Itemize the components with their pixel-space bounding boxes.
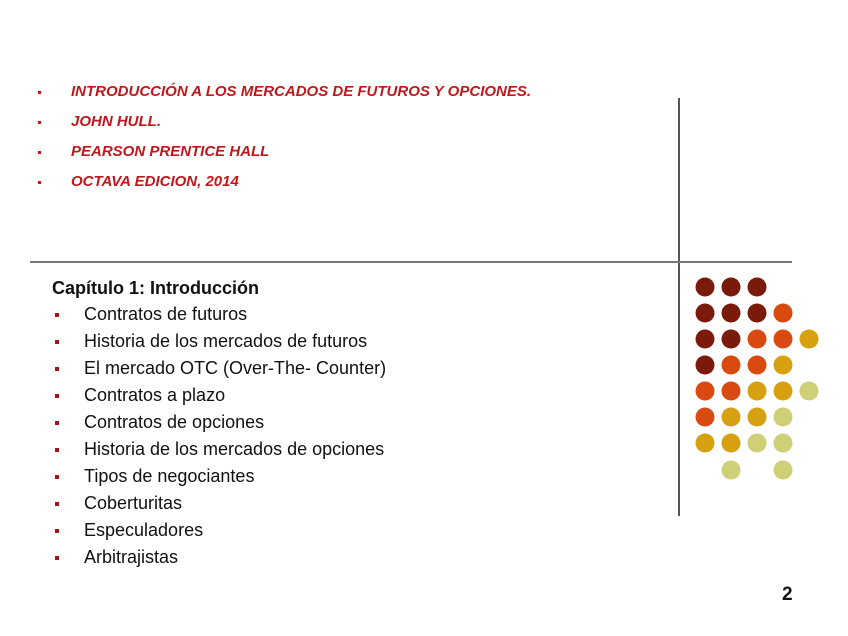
decorative-dot — [696, 408, 715, 427]
horizontal-divider — [30, 261, 792, 263]
decorative-dot — [722, 304, 741, 323]
bullet-icon — [55, 340, 59, 344]
reference-text: OCTAVA EDICION, 2014 — [71, 173, 239, 190]
decorative-dot — [748, 408, 767, 427]
bullet-icon — [38, 151, 41, 154]
decorative-dot — [774, 382, 793, 401]
bullet-icon — [55, 502, 59, 506]
topic-item — [52, 491, 386, 518]
topic-text: Contratos de opciones — [84, 412, 265, 432]
bullet-icon — [55, 529, 59, 533]
topic-text: Tipos de negociantes — [84, 466, 255, 486]
chapter-title: Capítulo 1: Introducción — [52, 278, 259, 298]
decorative-dot — [696, 434, 715, 453]
bullet-icon — [55, 421, 59, 425]
decorative-dot — [696, 356, 715, 375]
decorative-dot — [774, 304, 793, 323]
decorative-dot — [748, 382, 767, 401]
bullet-icon — [38, 91, 41, 94]
topic-text: Historia de los mercados de futuros — [84, 331, 368, 351]
decorative-dot — [722, 356, 741, 375]
decorative-dot — [722, 278, 741, 297]
decorative-dot — [774, 408, 793, 427]
reference-item — [38, 142, 531, 172]
reference-text: JOHN HULL. — [71, 113, 161, 130]
bullet-icon — [38, 181, 41, 184]
topic-list — [52, 302, 386, 572]
reference-item — [38, 112, 531, 142]
bullet-icon — [55, 556, 59, 560]
decorative-dot — [722, 330, 741, 349]
topic-text: Contratos de futuros — [84, 304, 248, 324]
topic-text: Contratos a plazo — [84, 385, 226, 405]
topic-text: El mercado OTC (Over-The- Counter) — [84, 358, 387, 378]
bullet-icon — [55, 448, 59, 452]
decorative-dot — [748, 330, 767, 349]
decorative-dot — [696, 278, 715, 297]
decorative-dot — [748, 304, 767, 323]
decorative-dot — [774, 356, 793, 375]
topic-text: Historia de los mercados de opciones — [84, 439, 385, 459]
decorative-dot — [696, 304, 715, 323]
topic-item — [52, 383, 386, 410]
decorative-dot — [748, 278, 767, 297]
topic-item — [52, 464, 386, 491]
reference-list — [38, 82, 531, 202]
topic-item — [52, 356, 386, 383]
decorative-dot — [800, 330, 819, 349]
bullet-icon — [55, 475, 59, 479]
vertical-divider — [678, 98, 680, 516]
reference-text: PEARSON PRENTICE HALL — [71, 143, 270, 160]
reference-item — [38, 172, 531, 202]
bullet-icon — [55, 367, 59, 371]
decorative-dot — [774, 434, 793, 453]
decorative-dot — [748, 434, 767, 453]
decorative-dot — [696, 330, 715, 349]
bullet-icon — [55, 394, 59, 398]
decorative-dot — [722, 461, 741, 480]
topic-text: Arbitrajistas — [84, 547, 179, 567]
topic-item — [52, 437, 386, 464]
decorative-dot — [748, 356, 767, 375]
topic-item — [52, 329, 386, 356]
bullet-icon — [38, 121, 41, 124]
topic-text: Coberturitas — [84, 493, 183, 513]
decorative-dot — [800, 382, 819, 401]
decorative-dot — [696, 382, 715, 401]
decorative-dot — [774, 461, 793, 480]
topic-text: Especuladores — [84, 520, 204, 540]
page-number: 2 — [782, 584, 793, 605]
topic-item — [52, 545, 386, 572]
decorative-dot — [774, 330, 793, 349]
topic-item — [52, 302, 386, 329]
decorative-dot — [722, 434, 741, 453]
decorative-dot — [722, 382, 741, 401]
bullet-icon — [55, 313, 59, 317]
topic-item — [52, 518, 386, 545]
topic-item — [52, 410, 386, 437]
reference-text: INTRODUCCIÓN A LOS MERCADOS DE FUTUROS Y OPCIONES. — [71, 83, 532, 100]
reference-item — [38, 82, 531, 112]
decorative-dot — [722, 408, 741, 427]
